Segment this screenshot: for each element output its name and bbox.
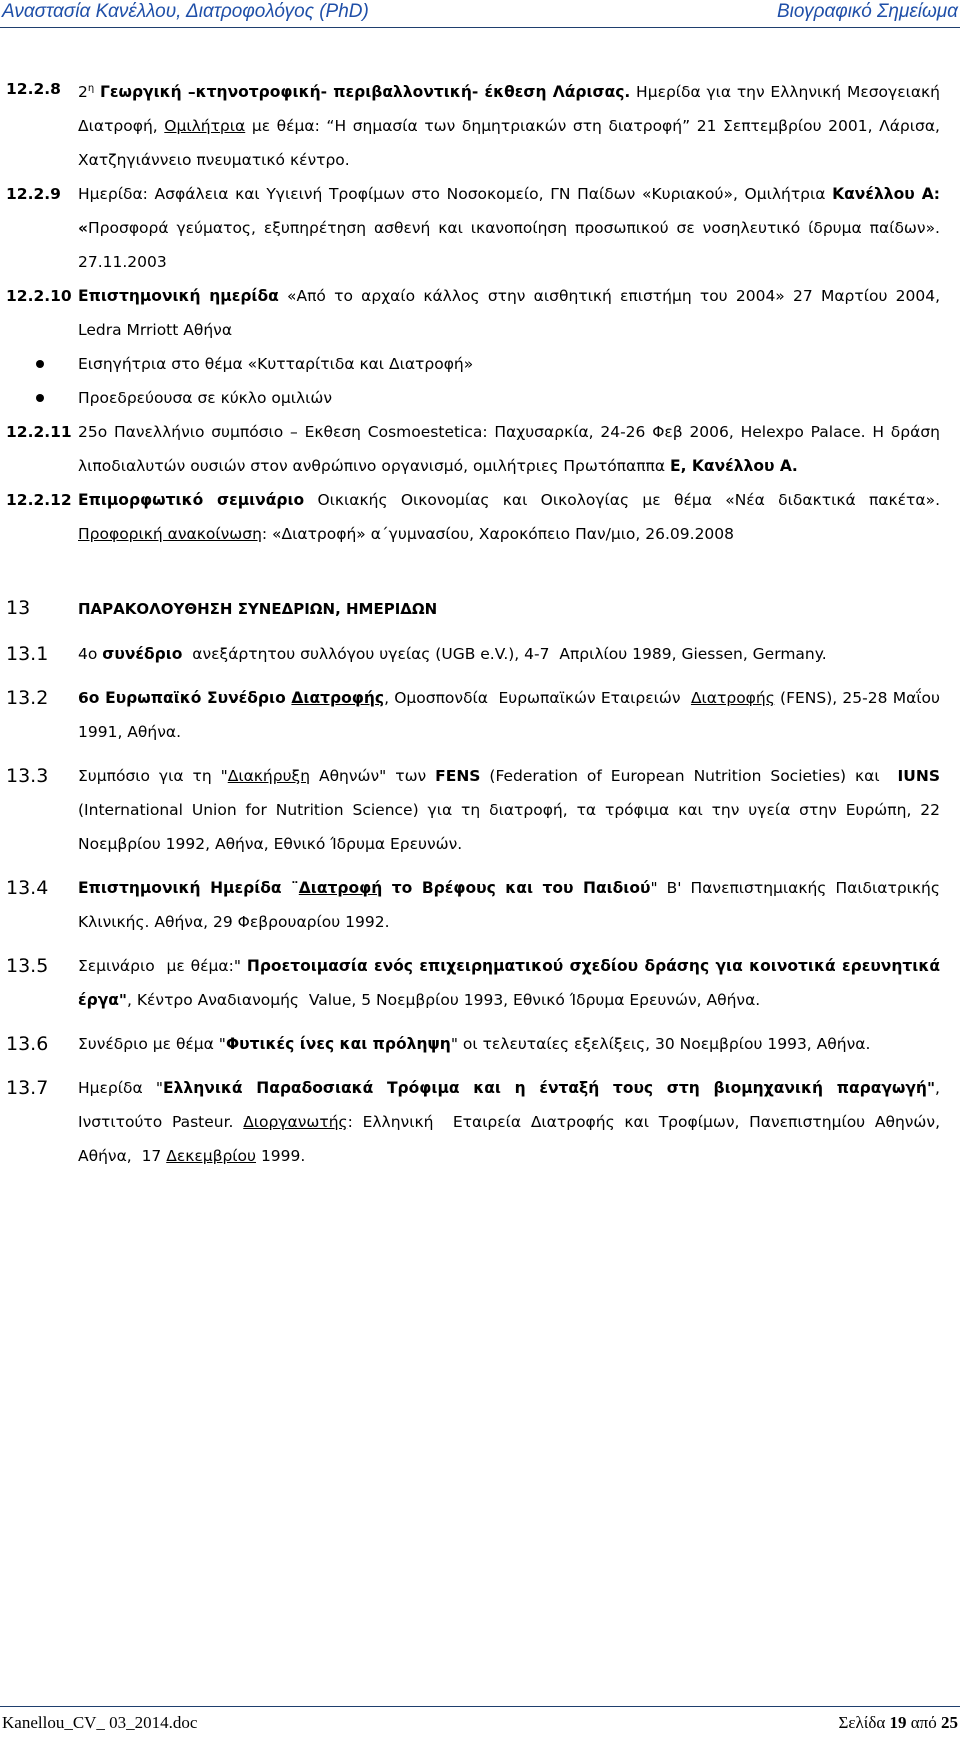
page-total: 25 [941, 1713, 958, 1732]
item-number: 13.7 [6, 1077, 49, 1100]
list-item [6, 177, 940, 279]
item-text: Επιστημονική ημερίδα «Από το αρχαίο κάλλος στην αισθητική επιστήμη του 2004» 27 Μαρτίου 2004, Ledra Mrriott Αθήνα [78, 287, 940, 340]
page-header [0, 0, 960, 28]
section-title: ΠΑΡΑΚΟΛΟΥΘΗΣΗ ΣΥΝΕΔΡΙΩΝ, ΗΜΕΡΙΔΩΝ [78, 600, 438, 619]
item-text: 25ο Πανελλήνιο συμπόσιο – Εκθεση Cosmoestetica: Παχυσαρκία, 24-26 Φεβ 2006, Helexpo Palace. Η δράση λιποδιαλυτών ουσιών στον ανθρώπινο οργανισμό, ομιλήτριες Πρωτόπαππα Ε, Κανέλλου Α. [78, 423, 940, 476]
item-number: 12.2.8 [6, 80, 61, 98]
item-text: Σεμινάριο με θέμα:" Προετοιμασία ενός επιχειρηματικού σχεδίου δράσης για κοινοτικά ερευνητικά έργα", Κέντρο Αναδιανομής Value, 5 Νοεμβρίου 1993, Εθνικό Ίδρυμα Ερευνών, Αθήνα. [78, 957, 940, 1010]
item-number: 13.5 [6, 955, 49, 978]
list-12 [6, 72, 940, 347]
list-item [6, 415, 940, 483]
footer-page-number [838, 1713, 958, 1733]
list-item [6, 72, 940, 177]
page-current: 19 [889, 1713, 907, 1732]
item-number: 12.2.12 [6, 491, 72, 510]
item-number: 13.2 [6, 687, 49, 710]
list-item [6, 681, 940, 749]
list-item [6, 279, 940, 347]
page-mid: από [910, 1713, 937, 1732]
item-text: Επιστημονική Ημερίδα ¨Διατροφή το Βρέφους και του Παιδιού" Β' Πανεπιστημιακής Παιδιατρικής Κλινικής. Αθήνα, 29 Φεβρουαρίου 1992. [78, 879, 940, 932]
list-12b [6, 415, 940, 551]
item-number: 12.2.11 [6, 423, 72, 442]
item-number: 12.2.10 [6, 287, 72, 306]
item-text: Συμπόσιο για τη "Διακήρυξη Αθηνών" των FENS (Federation of European Nutrition Societies) και IUNS (International Union for Nutrition Science) για τη διατροφή, τα τρόφιμα και την υγεία στην Ευρώπη, 22 Νοεμβρίου 1992, Αθήνα, Εθνικό Ίδρυμα Ερευνών. [78, 767, 940, 854]
list-item [6, 871, 940, 939]
list-item [6, 483, 940, 551]
list-item [6, 759, 940, 861]
item-number: 13.4 [6, 877, 49, 900]
item-text: Συνέδριο με θέμα "Φυτικές ίνες και πρόληψη" οι τελευταίες εξελίξεις, 30 Νοεμβρίου 1993, Αθήνα. [78, 1035, 871, 1054]
item-text: $2^\eta$ Γεωργική –κτηνοτροφική- περιβαλλοντική- έκθεση Λάρισας. Ημερίδα για την Ελληνική Μεσογειακή Διατροφή, Ομιλήτρια με θέμα: “Η σημασία των δημητριακών στη διατροφή” 21 Σεπτεμβρίου 2001, Λάρισα, Χατζηγιάννειο πνευματικό κέντρο. [78, 83, 941, 170]
section-13-heading [6, 591, 940, 625]
header-doc-title: Βιογραφικό Σημείωμα [776, 1, 958, 22]
bullet-item: Προεδρεύουσα σε κύκλο ομιλιών [6, 381, 940, 415]
item-text: Ημερίδα: Ασφάλεια και Υγιεινή Τροφίμων στο Νοσοκομείο, ΓΝ Παίδων «Κυριακού», Ομιλήτρια Κανέλλου Α: «Προσφορά γεύματος, εξυπηρέτηση ασθενή και ικανοποίηση προσωπικού σε νοσηλευτικό ίδρυμα παίδων». 27.11.2003 [78, 185, 940, 272]
list-item [6, 1071, 940, 1173]
list-item [6, 949, 940, 1017]
item-number: 13.3 [6, 765, 49, 788]
list-13 [6, 637, 940, 1173]
document-body [6, 72, 940, 1173]
bullet-list [6, 347, 940, 415]
section-number: 13 [6, 597, 31, 620]
page-footer [0, 1706, 960, 1739]
page-prefix: Σελίδα [838, 1713, 886, 1732]
header-author: Αναστασία Κανέλλου, Διατροφολόγος (PhD) [2, 1, 369, 22]
bullet-item: Εισηγήτρια στο θέμα «Κυτταρίτιδα και Διατροφή» [6, 347, 940, 381]
list-item [6, 637, 940, 671]
list-item [6, 1027, 940, 1061]
item-text: 4ο συνέδριο ανεξάρτητου συλλόγου υγείας (UGB e.V.), 4-7 Απριλίου 1989, Giessen, Germany. [78, 645, 827, 664]
footer-filename: Kanellou_CV_ 03_2014.doc [2, 1713, 198, 1732]
item-number: 13.6 [6, 1033, 49, 1056]
item-text: Επιμορφωτικό σεμινάριο Οικιακής Οικονομίας και Οικολογίας με θέμα «Νέα διδακτικά πακέτα». Προφορική ανακοίνωση: «Διατροφή» α΄γυμνασίου, Χαροκόπειο Παν/μιο, 26.09.2008 [78, 491, 940, 544]
item-text: 6ο Ευρωπαϊκό Συνέδριο Διατροφής, Ομοσπονδία Ευρωπαϊκών Εταιρειών Διατροφής (FENS), 25-28 Μαΐου 1991, Αθήνα. [78, 689, 940, 742]
item-text: Ημερίδα "Ελληνικά Παραδοσιακά Τρόφιμα και η ένταξή τους στη βιομηχανική παραγωγή", Ινστιτούτο Pasteur. Διοργανωτής: Ελληνική Εταιρεία Διατροφής και Τροφίμων, Πανεπιστημίου Αθηνών, Αθήνα, 17 Δεκεμβρίου 1999. [78, 1079, 940, 1166]
item-number: 13.1 [6, 643, 49, 666]
item-number: 12.2.9 [6, 185, 61, 204]
